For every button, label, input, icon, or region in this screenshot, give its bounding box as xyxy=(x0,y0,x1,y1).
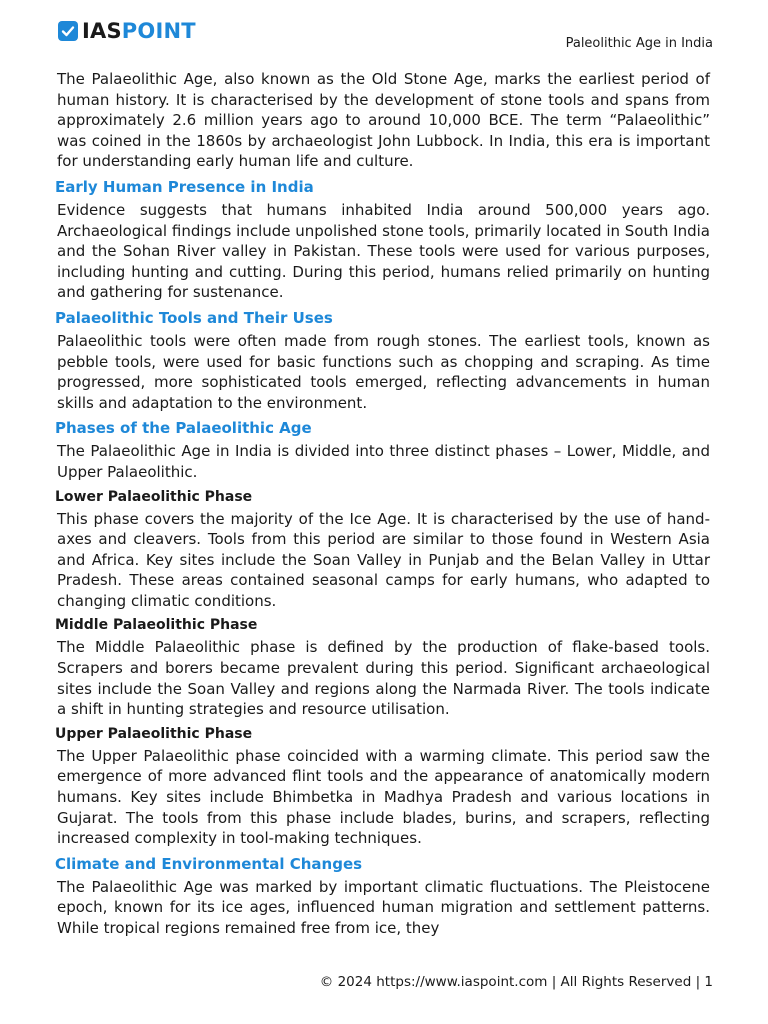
section-paragraph-early-human: Evidence suggests that humans inhabited India around 500,000 years ago. Archaeological findings include unpolished stone tools, primarily located in South India and the Sohan River valley in Pakistan. These tools were used for various purposes, including hunting and cutting. During this period, humans relied primarily on hunting and gathering for sustenance. xyxy=(57,200,710,302)
logo-point: POINT xyxy=(121,19,196,43)
subsection-paragraph-upper: The Upper Palaeolithic phase coincided with a warming climate. This period saw the emergence of more advanced flint tools and the appearance of anatomically modern humans. Key sites include Bhimbetka in Madhya Pradesh and various locations in Gujarat. The tools from this phase include blades, burins, and scrapers, reflecting increased complexity in tool-making techniques. xyxy=(57,746,710,848)
subsection-heading-middle: Middle Palaeolithic Phase xyxy=(55,617,258,634)
section-heading-early-human: Early Human Presence in India xyxy=(55,177,314,196)
subsection-paragraph-lower: This phase covers the majority of the Ice Age. It is characterised by the use of hand-axes and cleavers. Tools from this period are similar to those found in Western Asia and Africa. Key sites include the Soan Valley in Punjab and the Belan Valley in Uttar Pradesh. These areas contained seasonal camps for early humans, who adapted to changing climatic conditions. xyxy=(57,509,710,610)
logo-ias: IAS xyxy=(82,19,122,43)
page-footer: © 2024 https://www.iaspoint.com | All Rights Reserved | 1 xyxy=(319,974,713,990)
subsection-paragraph-middle: The Middle Palaeolithic phase is defined by the production of flake-based tools. Scrapers and borers became prevalent during this period. Significant archaeological sites include the Soan Valley and regions along the Narmada River. The tools indicate a shift in hunting strategies and resource utilisation. xyxy=(57,638,710,719)
page-title: Paleolithic Age in India xyxy=(565,36,713,51)
checkmark-icon xyxy=(58,21,78,41)
site-logo[interactable] xyxy=(58,18,196,44)
intro-paragraph: The Palaeolithic Age, also known as the Old Stone Age, marks the earliest period of human history. It is characterised by the development of stone tools and spans from approximately 2.6 million years ago to around 10,000 BCE. The term “Palaeolithic” was coined in the 1860s by archaeologist John Lubbock. In India, this era is important for understanding early human life and culture. xyxy=(57,70,710,171)
section-paragraph-climate: The Palaeolithic Age was marked by important climatic fluctuations. The Pleistocene epoch, known for its ice ages, influenced human migration and settlement patterns. While tropical regions remained free from ice, they xyxy=(57,877,710,937)
section-heading-phases: Phases of the Palaeolithic Age xyxy=(55,419,312,438)
subsection-heading-lower: Lower Palaeolithic Phase xyxy=(55,488,253,505)
logo-text xyxy=(82,18,196,44)
section-paragraph-phases: The Palaeolithic Age in India is divided into three distinct phases – Lower, Middle, and Upper Palaeolithic. xyxy=(57,442,710,481)
section-paragraph-tools: Palaeolithic tools were often made from rough stones. The earliest tools, known as pebble tools, were used for basic functions such as chopping and scraping. As time progressed, more sophisticated tools emerged, reflecting advancements in human skills and adaptation to the environment. xyxy=(57,331,710,412)
article-body xyxy=(57,69,710,939)
subsection-heading-upper: Upper Palaeolithic Phase xyxy=(55,725,253,742)
section-heading-tools: Palaeolithic Tools and Their Uses xyxy=(55,308,333,327)
section-heading-climate: Climate and Environmental Changes xyxy=(55,854,363,873)
